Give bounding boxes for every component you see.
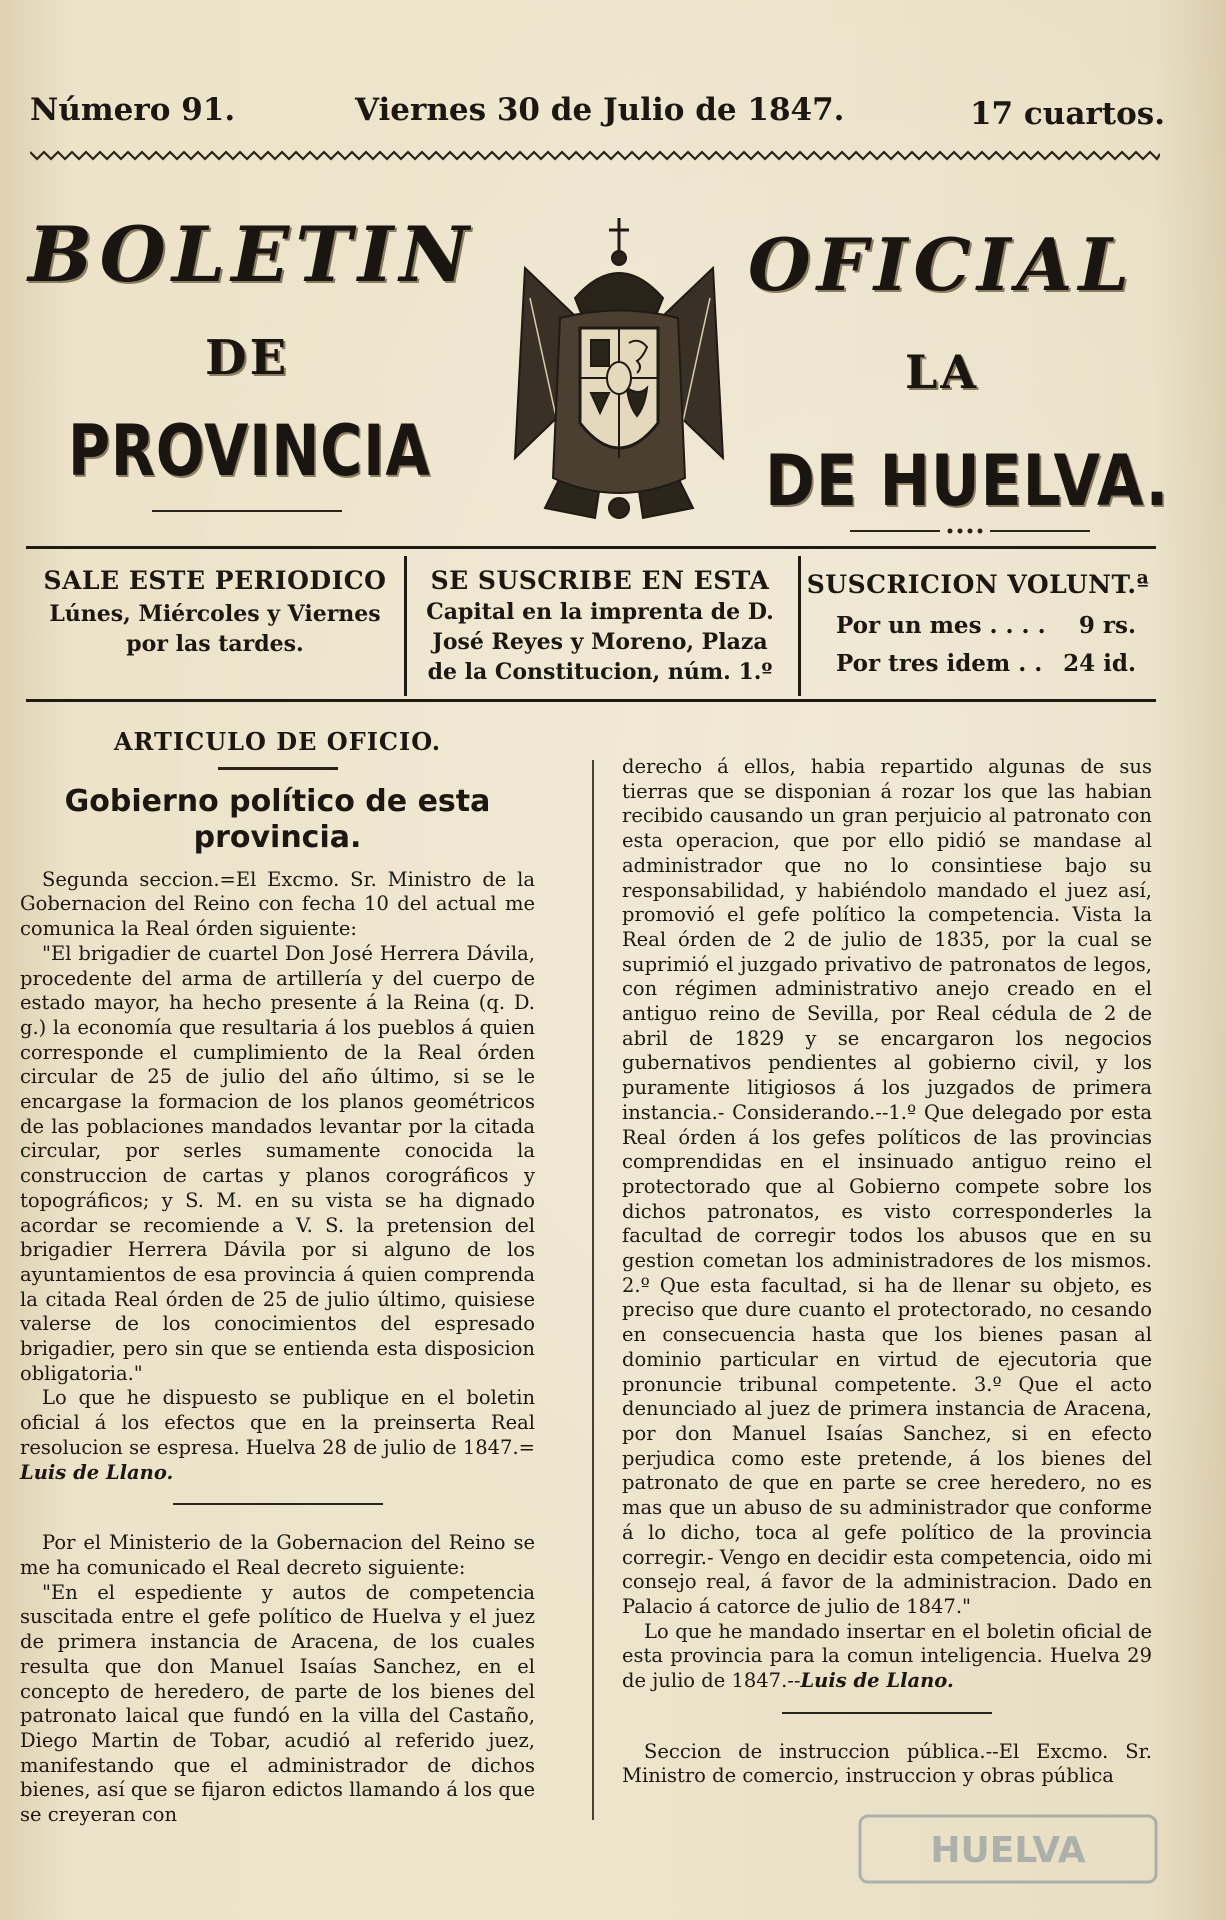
subscription-price-box [800,566,1156,683]
signature: Luis de Llano. [800,1669,954,1693]
title-de: DE [205,330,290,386]
box-heading: SUSCRICION VOLUNT.ª [806,570,1150,599]
box-frame-bottom [26,699,1156,702]
column-rule [592,760,594,1820]
article-divider [173,1503,383,1505]
zigzag-rule [30,148,1160,162]
paragraph: Seccion de instruccion pública.--El Excmo. Sr. Ministro de comercio, instruccion y obras pública [622,1739,1152,1788]
title-oficial: OFICIAL [748,222,1135,307]
price-label: Por tres idem . . [836,650,1043,677]
royal-coat-of-arms-icon [505,208,733,530]
box-line: por las tardes. [126,631,304,657]
paragraph-text: Lo que he dispuesto se publique en el boletin oficial á los efectos que en la preinserta Real resolucion se espresa. Huelva 28 de julio de 1847.= [20,1386,535,1459]
title-la: LA [905,345,980,399]
issue-price: 17 cuartos. [969,96,1165,132]
paragraph [20,1386,535,1485]
title-rule [152,510,342,512]
left-column [20,727,535,1828]
spacer [20,856,535,868]
issue-number: Número 91. [30,92,236,128]
box-heading: SALE ESTE PERIODICO [43,566,387,595]
box-line: Capital en la imprenta de D. [426,599,774,625]
title-de-huelva: DE HUELVA. [765,440,1170,522]
title-provincia: PROVINCIA [68,410,431,492]
heading-rule [218,767,338,770]
paragraph: derecho á ellos, habia repartido algunas de sus tierras que se disponian á rozar los que las habian recibido causando un gran perjuicio al patronato con esta operacion, que por ello pidió se mandase al administrador que no lo consintiese bajo su responsabilidad, y habiéndolo mandado el juez así, promovió el gefe político la competencia. Vista la Real órden de 2 de julio de 1835, por la cual se suprimió el juzgado privativo de patronatos de legos, con régimen administrativo anejo creado en el antiguo reino de Sevilla, por Real cédula de 2 de abril de 1829 y se encargaron los negocios gubernativos pendientes al gobierno civil, y los puramente litigiosos á los juzgados de primera instancia.- Considerando.--1.º Que delegado por esta Real órden á los gefes políticos de las provincias comprendidas en el insinuado antiguo reino el protectorado que al Gobierno compete sobre los dichos patronatos, es visto corresponderles la facultad de corregir todos los abusos que en su gestion cometan los administradores de los mismos. 2.º Que esta facultad, si ha de llenar su objeto, es preciso que dure cuanto el protectorado, no cesando en consecuencia hasta que los bienes pasan al dominio particular en virtud de ejecutoria que pronuncie tribunal competente. 3.º Que el acto denunciado al juez de primera instancia de Aracena, por don Manuel Isaías Sanchez, si en efecto perjudica como este pretende, á los bienes del patronato de que en parte se cree heredero, no es mas que un abuso de su administrador que conforme á lo dicho, toca al gefe político de la provincia corregir.- Vengo en decidir esta competencia, oido mi consejo real, á favor de la administracion. Dado en Palacio á catorce de julio de 1847." [622,755,1152,1618]
section-heading: ARTICULO DE OFICIO. [113,727,442,756]
price-value: 24 id. [1063,650,1136,677]
box-frame-top [26,546,1156,549]
government-heading: Gobierno político de esta provincia. [64,783,491,855]
watermark-text: HUELVA [930,1830,1086,1871]
title-boletin: BOLETIN [28,210,475,299]
article-divider [782,1712,992,1714]
price-row [800,645,1156,683]
box-line: de la Constitucion, núm. 1.º [427,659,773,685]
ornament-rule [850,524,1090,538]
box-line: Lúnes, Miércoles y Viernes [49,601,381,627]
box-heading: SE SUSCRIBE EN ESTA [430,566,770,595]
paragraph: Por el Ministerio de la Gobernacion del Reino se me ha comunicado el Real decreto siguiente: [20,1531,535,1579]
subscription-place-box [406,566,794,687]
issue-date: Viernes 30 de Julio de 1847. [355,92,845,128]
subscription-boxes [26,546,1156,704]
signature: Luis de Llano. [20,1460,174,1484]
paragraph: "El brigadier de cuartel Don José Herrera Dávila, procedente del arma de artillería y del cuerpo de estado mayor, ha hecho presente á la Reina (q. D. g.) la economía que resultaria á los pueblos á quien corresponde el cumplimiento de la Real órden circular de 25 de julio del año último, si se le encargase la formacion de los planos geométricos de las poblaciones mandados levantar por la citada circular, por serles sumamente conocida la construccion de cartas y planos corográficos y topográficos; y S. M. en su vista se ha dignado acordar se recomiende a V. S. la pretension del brigadier Herrera Dávila por si alguno de los ayuntamientos de esa provincia á quien comprenda la citada Real órden de 25 de julio último, quisiese valerse de los conocimientos del espresado brigadier, pero sin que se entienda esta disposicion obligatoria." [20,941,535,1385]
paragraph [622,1620,1152,1694]
price-row [800,607,1156,645]
price-value: 9 rs. [1078,612,1136,639]
masthead-info-line [30,92,1165,140]
paragraph: Segunda seccion.=El Excmo. Sr. Ministro de la Gobernacion del Reino con fecha 10 del actual me comunica la Real órden siguiente: [20,867,535,941]
library-watermark-logo [858,1814,1158,1884]
paragraph: "En el espediente y autos de competencia suscitada entre el gefe político de Huelva y el juez de primera instancia de Aracena, de los cuales resulta que don Manuel Isaías Sanchez, en el concepto de heredero, de parte de los bienes del patronato laical que fundó en la villa del Castaño, Diego Martin de Tobar, acudió al referido juez, manifestando que el administrador de dichos bienes, así que se fijaron edictos llamando á los que se creyeran con [20,1580,535,1827]
publication-schedule-box [30,566,400,659]
price-label: Por un mes . . . . [836,612,1046,639]
right-column [622,755,1152,1789]
box-line: José Reyes y Moreno, Plaza [432,629,768,655]
paragraph-text: Lo que he mandado insertar en el boletin oficial de esta provincia para la comun inteligencia. Huelva 29 de julio de 1847.-- [622,1619,1152,1693]
